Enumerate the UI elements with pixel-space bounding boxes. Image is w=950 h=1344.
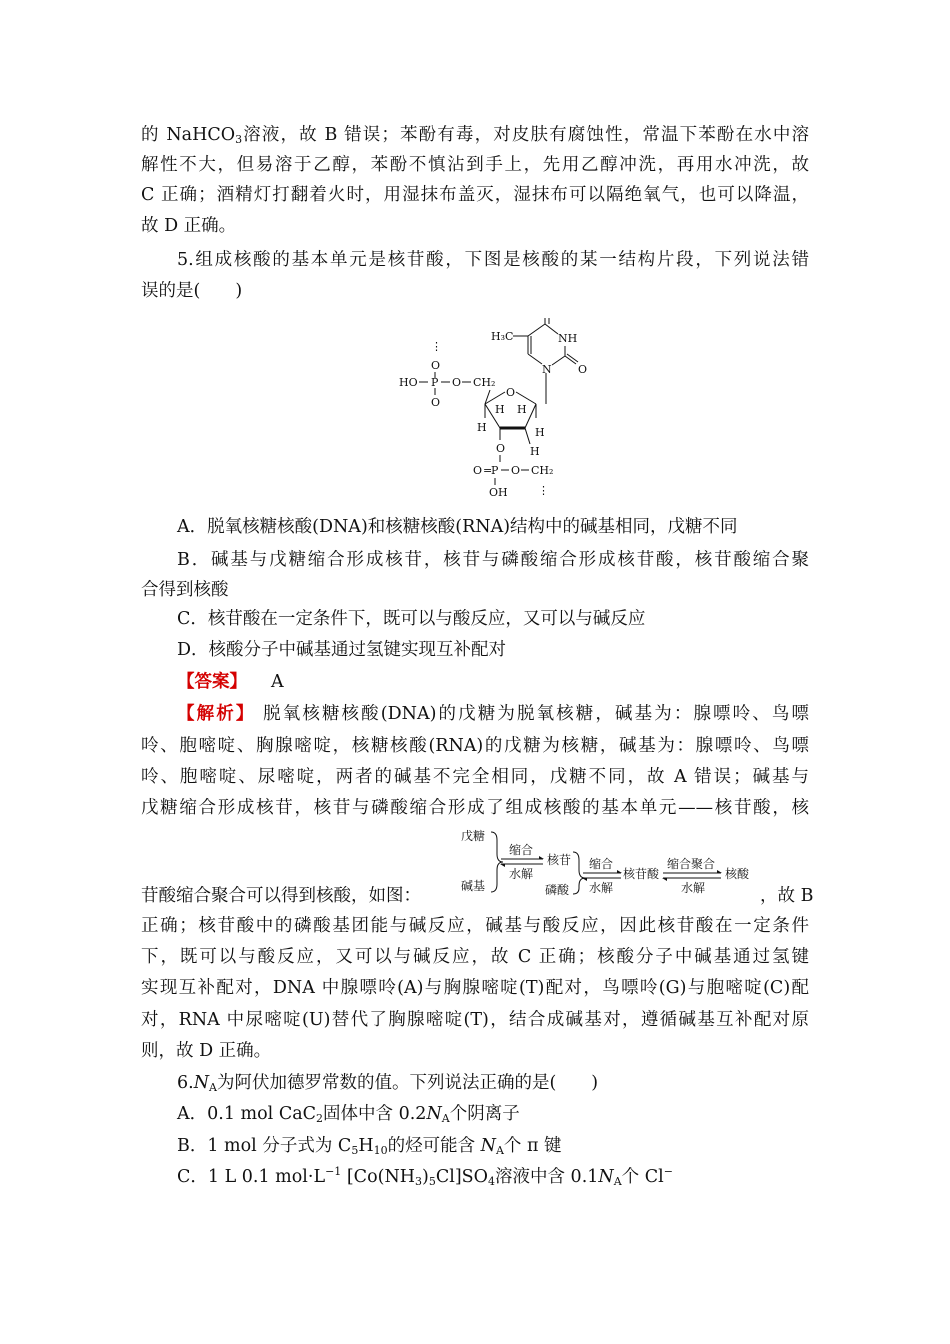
option-b-cont: 合得到核酸: [141, 580, 229, 600]
analysis-line: 【解析】 脱氧核糖核酸(DNA)的戊糖为脱氧核糖，碱基为：腺嘌呤、鸟嘌: [177, 704, 809, 724]
analysis-label: 【解析】: [177, 704, 256, 724]
analysis-line: 苷酸缩合聚合可以得到核酸，如图：: [141, 886, 421, 906]
svg-text:核酸: 核酸: [725, 867, 750, 881]
text-line: 的 NaHCO$_3$溶液，故 B 错误；苯酚有毒，对皮肤有腐蚀性，常温下苯酚在水中溶: [141, 125, 809, 146]
svg-text:O: O: [578, 363, 588, 376]
svg-text:磷酸: 磷酸: [545, 883, 570, 897]
option-d: D．核酸分子中碱基通过氢键实现互补配对: [177, 640, 507, 660]
svg-text:O: O: [431, 396, 441, 409]
svg-text:NH: NH: [558, 332, 578, 345]
svg-text:P: P: [431, 376, 439, 389]
svg-text:H: H: [495, 403, 505, 416]
question-stem: 5.组成核酸的基本单元是核苷酸，下图是核酸的某一结构片段，下列说法错: [177, 250, 809, 270]
question-stem: 误的是( ): [141, 281, 243, 301]
question-stem: $6.N_A$为阿伏加德罗常数的值。下列说法正确的是( ): [177, 1073, 599, 1094]
svg-text:H₃C: H₃C: [491, 330, 514, 343]
svg-text:水解: 水解: [589, 881, 614, 895]
option-a: A．0.1 mol CaC$_2$固体中含 $0.2N_A$个阴离子: [177, 1104, 520, 1125]
option-b: B．1 mol 分子式为 $C_5H_{10}$的烃可能含 $N_A$个 π 键: [177, 1136, 562, 1157]
option-c: C．1 L 0.1 $mol\cdot L^{-1}$ $[Co(NH_3)_5Cl]SO_4$溶液中含 $0.1N_A$个 Cl−: [177, 1165, 673, 1188]
svg-text:N: N: [542, 363, 552, 376]
text-line: 故 D 正确。: [141, 216, 237, 236]
svg-text:⋮: ⋮: [538, 484, 549, 497]
svg-text:缩合: 缩合: [509, 843, 534, 857]
option-b: B．碱基与戊糖缩合形成核苷，核苷与磷酸缩合形成核苷酸，核苷酸缩合聚: [177, 550, 809, 570]
text-line: 解性不大，但易溶于乙醇，苯酚不慎沾到手上，先用乙醇冲洗，再用水冲洗，故: [141, 155, 809, 175]
answer-line: [177, 671, 284, 693]
option-c: C．核苷酸在一定条件下，既可以与酸反应，又可以与碱反应: [177, 609, 646, 629]
svg-text:碱基: 碱基: [461, 879, 486, 893]
nucleotide-structure-figure: [395, 318, 595, 506]
svg-text:OH: OH: [489, 486, 508, 499]
analysis-line: 正确；核苷酸中的磷酸基团能与碱反应，碱基与酸反应，因此核苷酸在一定条件: [141, 916, 809, 936]
svg-text:=: =: [483, 464, 493, 477]
analysis-line: 呤、胞嘧啶、尿嘧啶，两者的碱基不完全相同，戊糖不同，故 A 错误；碱基与: [141, 767, 809, 787]
analysis-line: 下，既可以与酸反应，又可以与碱反应，故 C 正确；核酸分子中碱基通过氢键: [141, 947, 809, 967]
svg-text:CH₂: CH₂: [473, 376, 496, 389]
analysis-line: 戊糖缩合形成核苷，核苷与磷酸缩合形成了组成核酸的基本单元——核苷酸，核: [141, 798, 809, 818]
svg-text:核苷酸: 核苷酸: [623, 867, 660, 881]
svg-text:O: O: [496, 442, 506, 455]
analysis-line: ，故 B: [760, 886, 814, 906]
text-line: C 正确；酒精灯打翻着火时，用湿抹布盖灭，湿抹布可以隔绝氧气，也可以降温，: [141, 185, 809, 205]
reaction-scheme: [455, 826, 765, 898]
dots-top: ⋮: [431, 340, 442, 353]
svg-text:O: O: [452, 376, 462, 389]
option-a: A．脱氧核糖核酸(DNA)和核糖核酸(RNA)结构中的碱基相同，戊糖不同: [177, 517, 738, 537]
answer-value: A: [271, 672, 284, 692]
svg-text:缩合聚合: 缩合聚合: [667, 857, 716, 871]
svg-text:O: O: [431, 359, 441, 372]
analysis-line: 实现互补配对，DNA 中腺嘌呤(A)与胸腺嘧啶(T)配对，鸟嘌呤(G)与胞嘧啶(C)配: [141, 978, 809, 998]
svg-text:H: H: [530, 445, 540, 458]
svg-text:H: H: [477, 421, 487, 434]
svg-text:O: O: [506, 386, 516, 399]
svg-text:HO: HO: [399, 376, 418, 389]
answer-label: 【答案】: [177, 672, 247, 692]
svg-text:O: O: [511, 464, 521, 477]
svg-text:戊糖: 戊糖: [461, 829, 486, 843]
analysis-line: 对，RNA 中尿嘧啶(U)替代了胸腺嘧啶(T)，结合成碱基对，遵循碱基互补配对原: [141, 1010, 809, 1030]
svg-text:缩合: 缩合: [589, 857, 614, 871]
svg-text:CH₂: CH₂: [531, 464, 554, 477]
svg-text:O: O: [473, 464, 483, 477]
svg-text:H: H: [535, 426, 545, 439]
svg-text:核苷: 核苷: [547, 853, 572, 867]
svg-text:水解: 水解: [509, 867, 534, 881]
svg-text:水解: 水解: [681, 881, 706, 895]
analysis-line: 呤、胞嘧啶、胸腺嘧啶，核糖核酸(RNA)的戊糖为核糖，碱基为：腺嘌呤、鸟嘌: [141, 736, 809, 756]
svg-text:H: H: [517, 403, 527, 416]
svg-text:P: P: [491, 464, 499, 477]
analysis-line: 则，故 D 正确。: [141, 1041, 272, 1061]
